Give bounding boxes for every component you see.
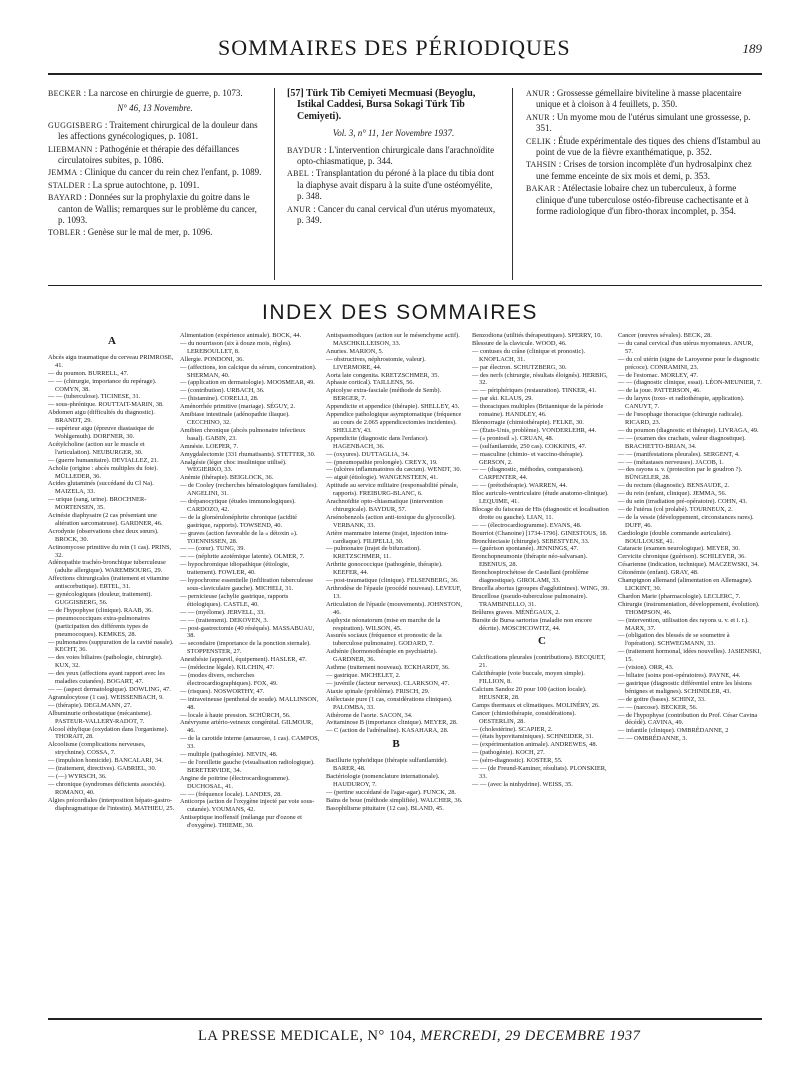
index-entry: — de l'utérus (col prolabé). TOURNEUX, 2. [618,505,733,513]
sommaire-entry: BAKAR : Atélectasie lobaire chez un tuberculeux, à forme clinique d'une tuberculose ostéo-fibreuse cachectisante et à forme radiologique d'un fibro-thorax incomplet, p. 354. [526,183,749,217]
index-entry: Algies précordiales (interposition hépato-gastro-diaphragmatique de l'intestin). MATHIEU, 25. [48,796,175,812]
index-entry: Arsénobenzols (action anti-toxique du glycocolle). VERBANK, 33. [326,513,456,529]
index-entry: Abdomen aigu (difficultés du diagnostic). BRANDT, 29. [48,409,155,425]
index-letter-heading: B [392,738,400,751]
index-entry: — — (diagnostic, méthodes, comparaison). CARPENTER, 44. [472,466,584,482]
index-entry: — — (prétothérapie). WARREN, 44. [472,482,568,490]
index-entry: Anévrysme artério-veineux congénital. GILMOUR, 46. [180,719,313,735]
index-entry: Aphasie cortical). TAILLENS, 56. [326,379,415,387]
index-entry: — urique (sang, urine). BROCHNER-MORTENSEN, 35. [48,496,147,512]
index-entry: — de la glomérulonéphrite chronique (acidité gastrique, rapports). TOWSEND, 40. [180,513,297,529]
index-entry: — — (diagnostic clinique, essai). LÉON-MEUNIER, 7. [618,379,762,387]
index-entry: — (ulcères inflammatoires du cæcum). WENDT, 30. [326,466,462,474]
index-entry: — (thérapie). DEGLMANN, 27. [48,701,132,709]
index-entry: — des rayons u. v. (protection par le goudron ?). BÜNGELER, 28. [618,466,743,482]
index-entry: Abcès aigu traumatique du cerveau PRIMROSE, 41. [48,353,174,369]
index-entry: — intraveineuse (penthotal de soude). MALLINSON, 48. [180,695,319,711]
index-entry: Bains de boue (méthode simplifiée). WALCHER, 36. [326,796,463,804]
index-entry: Cardiologie (double commande auriculaire). BOULLOUSE, 41. [618,529,732,545]
index-letter-heading: C [538,635,546,648]
index-entry: — hypochromique idiopathique (étiologie, traitement). FOWLER, 40. [180,561,290,577]
index-entry: Atélectasie pure (1 cas, considérations cliniques). PALOMBA, 33. [326,695,453,711]
index-entry: Anticorps (action de l'oxygène injecté par voie sous-cutanée). YOUMANS, 42. [180,798,315,814]
index-entry: — thoraciques multiples (Britannique de la période romaine). HANDLEY, 46. [472,403,604,419]
index-entry: — du nourrisson (six à douze mois, règles). LEREBOULLET, 8. [180,339,292,355]
index-entry: Bronchospirochétose de Castellani (problème diagnostique). GIROLAMI, 33. [472,569,589,585]
index-entry: — C (action de l'adrénaline). KASAHARA, 28. [326,727,449,735]
index-entry: — supérieur aigu (épreuve diastasique de Wohlgemuth). DORFNER, 30. [48,425,154,440]
index-entry: — secondaire (importance de la ponction sternale). STOPPENSTER, 27. [180,640,311,656]
index-entry: — — (néphrite azotémique latente). OLMER, 7. [180,553,305,561]
index-entry: — du rein (enfant, clinique). JEMMA, 56. [618,490,727,498]
index-entry: — (guérison spontanée). JENNINGS, 47. [472,545,579,553]
sommaire-entry: JEMMA : Clinique du cancer du rein chez l'enfant, p. 1089. [48,167,262,178]
index-entry: — (cholestérine). SCAPIER, 2. [472,725,553,733]
index-entry: Acinésie diaphysaire (2 cas présentant une altération sarcomateuse). GARDNER, 46. [48,512,163,527]
index-entry: Amygdalectomie (331 rhumatisants). STETTER, 30. [180,450,316,458]
index-entry: Cervicite chronique (guérison). SCHILEYER, 36. [618,553,746,561]
index-entry: — (obligation des blessés de se soumettre à l'opération). SCHWEGMANN, 33. [618,632,730,648]
index-entry: — juvénile (facteur nerveux). CLARKSON, 47. [326,679,450,687]
index-entry: Bronchiectasie (chirurgie). SEBESTYEN, 33. [472,537,590,545]
index-entry: — chronique (syndromes déficients associés). ROMANO, 40. [48,780,166,796]
index-entry: Brucellose (pseudo-tuberculose pulmonaire). TRAMBINELLO, 31. [472,592,588,608]
index-entry: Calcifications pleurales (contributions). BECQUET, 21. [472,654,606,670]
index-entry: Alimentation (expérience animale). BOCK, 44. [180,332,302,339]
index-entry: Acétylcholine (action sur le muscle et l'articulation). NEUBURGER, 30. [48,440,145,456]
index-entry: Cétonémie (enfant). GRAY, 48. [618,569,699,577]
sommaires-column-1 [48,88,262,240]
index-entry: — de la vessie (développement, circonstances rares). DUFF, 46. [618,513,754,529]
index-entry: Aménorrhée primitive (mariage). SÉGUY, 2. [180,403,296,411]
index-entry: — — (aspect dermatologique). DOWLING, 47. [48,685,171,693]
index-entry: — (traitement hormonal, idées nouvelles). JASIENSKI, 15. [618,648,762,664]
index-entry: — (sulfanilamide, 250 cas). COKKINIS, 47. [472,442,587,450]
index-entry: — — (chirurgie, importance du repérage). COMYN, 38. [48,377,157,393]
index-entry: Acides glutaminés (succédané du Cl Na). MAIZELA, 33. [48,480,154,496]
index-entry: Amibien chronique (abcès pulmonaire infectieux basal). GABIN, 23. [180,426,306,442]
index-entry: — du larynx (toxo- et radiothérapie, application). CANUYT, 7. [618,395,745,411]
sommaire-entry: CELIK : Étude expérimentale des tiques des chiens d'Istambul au point de vue de la fièvre exanthématique, p. 352. [526,135,761,158]
index-entry: — — (narcose). BECKER, 56. [618,703,698,711]
index-entry: — (risques). NOSWORTHY, 47. [180,687,265,695]
sommaire-entry: ABEL : Transplantation du péroné à la place du tibia dont la diaphyse avait disparu à la suite d'une ostéomyélite, p. 348. [287,168,495,202]
index-entry: Arthrite gonococcique (pathogénie, thérapie). KEEFER, 44. [326,561,443,577]
index-entry: — (médecine légale). KILCHIN, 47. [180,664,275,672]
index-entry: — de la joue. PATTERSON, 46. [618,387,701,395]
index-entry: — de Cooley (recherches hématologiques familiales). ANGELINI, 31. [180,482,318,498]
index-entry: Césarienne (indication, technique). MACZEWSKI, 34. [618,561,759,569]
index-entry: Antiseptique inoffensif (mélange pur d'ozone et d'oxygène). THIEME, 30. [180,814,302,830]
index-entry: — post-traumatique (clinique). FELSENBERG, 36. [326,577,459,585]
index-entry: — pernicieuse (achylie gastrique, rapports étiologiques). CASTLE, 40. [180,592,289,608]
index-entry: Benzodiona (utilités thérapeutiques). SPERRY, 10. [472,332,602,339]
index-entry: Arthrodèse de l'épaule (procédé nouveau). LEVEUF, 13. [326,585,462,600]
sommaires-column-2 [287,88,500,227]
index-entry: — de l'hypophyse (contribution du Prof. César Cavina décédé). CAVINA, 49. [618,711,758,727]
issue-date: N° 46, 13 Novembre. [117,103,193,114]
index-entry: — (états hypovitaminiques). SCHNEIDER, 31. [472,733,594,741]
index-entry: Camps thermaux et climatiques. MOLINÉRY, 26. [472,701,600,709]
index-entry: — (guerre humanitaire). DEVIALLEZ, 21. [48,456,159,464]
index-entry: Actinomycose primitive du rein (1 cas). PRINS, 32. [48,543,172,559]
index-entry: Chardon Marie (pharmacologie). LECLERC, 7. [618,592,741,600]
index-entry: Antispasmodiques (action sur le mésenchyme actif). MASCHKILLEISON, 33. [326,332,460,347]
index-entry: — — (métastases nerveuses). JACOB, 1. [618,458,724,466]
index-entry: — — (de Freund-Kaminer, résultats). PLONSKIER, 33. [472,765,607,780]
index-entry: Bursite de Bursa sartorius (maladie non encore décrite). MOSCHCOWITZ, 44. [472,616,592,632]
sommaire-entry: ANUR : Un myome mou de l'utérus simulant une grossesse, p. 351. [526,111,751,134]
index-letter-heading: A [108,335,116,347]
sommaire-entry: BECKER : La narcose en chirurgie de guerre, p. 1073. [48,88,243,98]
index-entry: — (application en dermatologie). MOOSMEAR, 49. [180,379,315,387]
sommaire-entry: ANUR : Grossesse gémellaire biviteline à masse placentaire unique et à cloison à 4 feuillets, p. 350. [526,88,742,110]
footer-journal: LA PRESSE MEDICALE, N° 104, [198,1028,417,1044]
index-entry: — sous-phrénique. ROUTTAIT-MARIN, 38. [48,401,164,409]
index-entry: Avitaminose B (importance clinique). MEYER, 28. [326,719,458,727]
index-entry: — gynécologiques (douleur, traitement). GUGGISBERG, 56. [48,591,152,606]
index-entry: Anesthésie (appareil, équipement). HASLER, 47. [180,656,307,664]
index-entry: — contuses du crâne (clinique et pronostic). KNOFLACH, 31. [472,347,586,363]
index-entry: Brûlures graves. MÉNÉGAUX, 2. [472,608,561,616]
index-entry: Cataracte (examen neurologique). MEYER, 30. [618,545,740,553]
index-entry: — de l'hypophyse (clinique). RAAB, 36. [48,606,153,614]
index-entry: Agranulocytose (1 cas). WEISSENBACH, 9. [48,693,164,701]
index-entry: — (vision). ORR, 43. [618,664,674,672]
index-column-3 [326,332,466,812]
footer-date: MERCREDI, 29 DECEMBRE 1937 [420,1028,641,1044]
index-entry: Alcoolisme (complications nerveuses, strychnine). COSSA, 7. [48,741,146,757]
index-entry: Artère mammaire interne (trajet, injection intra-cardiaque). FILIPELLI, 30. [326,529,449,545]
index-entry: Bronchopneumonie (thérapie néo-salvarsan). EBENIUS, 28. [472,553,588,569]
index-entry: Cancer (chimiothérapie, considérations). OESTERLIN, 28. [472,709,576,725]
index-entry: Aorta late congenita. KRETZSCHMER, 35. [326,371,440,379]
index-entry: Bloc auriculo-ventriculaire (étude anatomo-clinique). LEQUIME, 41. [472,490,609,506]
index-entry: — — (fréquence locale). LANDES, 28. [180,790,282,798]
index-entry: Angine de poitrine (électrocardiogramme). DUCHOSAL, 41. [180,774,290,790]
index-entry: Cancer (œuvres sévales). BECK, 28. [618,332,712,339]
page-number: 189 [742,41,762,56]
index-entry: — (« prontosil »). CRUAN, 48. [472,434,554,442]
index-entry: — — (avec la ninhydrine). WEISS, 35. [472,780,573,788]
index-entry: — masculine (chimio- et vaccino-thérapie). GERSON, 2. [472,450,584,466]
index-column-5 [618,332,762,743]
index-entry: — locale à haute pression. SCHÜRCH, 56. [180,711,291,719]
index-entry: — du sein (irradiation pré-opératoire). COHN, 43. [618,498,748,506]
index-entry: Arachnoïdite opto-chiasmatique (intervention chirurgicale). BAYDUR, 57. [326,498,443,513]
index-entry: — — OMBRÉDANNE, 3. [618,735,688,743]
index-entry: — gastrique (diagnostic différentiel entre les lésions bénignes et malignes). SCHINDLER, 43. [618,679,752,695]
sommaire-entry: STALDER : La sprue autochtone, p. 1091. [48,179,200,190]
index-entry: — par électron. SCHUTZBERG, 30. [472,363,567,371]
index-entry: Chirurgie (instrumentation, développement, évolution). THOMPSON, 46. [618,600,760,616]
index-entry: — (séro-diagnostic). KOSTER, 55. [472,757,563,765]
periodical-heading: [57] Türk Tib Cemiyeti Mecmuasi (Beyoglu, Istikal Caddesi, Bursa Sokagi Türk Tib Cemiyeti). [287,88,476,122]
index-entry: — du poumon (diagnostic et thérapie). LIVRAGA, 49. [618,426,759,434]
index-entry: — (pneumopathie prolongée). CREYX, 19. [326,458,438,466]
index-entry: — — périphériques (restauration). TINKER, 41. [472,387,597,395]
index-entry: Adénopathie trachéo-bronchique tuberculeuse (adulte allergique). WAREMBOURG, 29. [48,559,166,575]
index-entry: Asphyxie néonatorum (mise en marche de la respiration). WILSON, 45. [326,616,441,632]
index-entry: — post-gastrectomie (40 réséqués). MASSABUAU, 38. [180,624,315,640]
index-entry: Blennorragie (chimiothérapie). FELKE, 30. [472,418,584,426]
index-entry: — — (traitement). DEKOVEN, 3. [180,616,269,624]
index-entry: — des voies biliaires (pathologie, chirurgie). KUX, 32. [48,654,163,670]
index-entry: — (impulsion homicide). BANCALARI, 34. [48,757,163,765]
sommaires-column-3 [526,88,762,218]
index-entry: — (expérimentation animale). ANDREWES, 48. [472,741,598,749]
index-entry: — pneumococciques extra-pulmonaires (participation des différents types de pneumocoques). KEMKES, 28. [48,614,150,638]
index-column-1 [48,332,176,812]
page-title: SOMMAIRES DES PÉRIODIQUES [218,35,571,60]
index-entry: — de goitre (bases). SCHINZ, 33. [618,695,706,703]
index-entry: — (intervention, utilisation des rayons u. v. et i. r.). MARX, 37. [618,616,749,632]
index-entry: — multiple (pathogénie). NEVIN, 48. [180,751,278,759]
index-entry: Assurés sociaux (fréquence et pronostic de la tuberculose pulmonaire). GODARD, 7. [326,632,442,648]
index-entry: — — (cœur). TUNG, 39. [180,545,246,553]
index-entry: Bacillurie typhoïdique (thérapie sulfanilamide). BARER, 48. [326,757,448,773]
index-entry: — (modes divers, recherches électrocardiographiques). FOX, 49. [180,671,278,687]
index-entry: — du poumon. BURRELL, 47. [48,369,129,377]
index-entry: Bactériologie (nomenclature internationale). HAUDUROY, 7. [326,772,440,788]
index-entry: Appendicite et appendice (thérapie). SHELLEY, 43. [326,403,460,411]
sommaire-entry: BAYDUR : L'intervention chirurgicale dans l'arachnoïdite opto-chiasmatique, p. 344. [287,144,495,167]
index-entry: Blessure de la clavicule. WOOD, 46. [472,339,567,347]
index-entry: Appendicite (diagnostic dans l'enfance). HAGENBACH, 36. [326,434,429,450]
index-entry: Calcithérapie (voie buccale, moyen simple). FILLION, 8. [472,670,585,686]
index-entry: Aptitude au service militaire (responsabilité pénale, rapports). FREIBURG-BLANC, 6. [326,482,459,498]
index-entry: Apicolyse extra-fasciale (méthode de Semb). BERGER, 7. [326,387,442,403]
footer-rule [48,1018,762,1020]
index-entry: — (histamine). CORELLI, 28. [180,395,259,403]
index-entry: — (traitement, directives). GABRIEL, 30. [48,765,157,773]
index-entry: — gastrique. MICHELET, 2. [326,671,401,679]
index-entry: — obstructives, néphrostomie, valeur). LIVERMORE, 44. [326,355,426,371]
index-entry: — (oxyures). DUTTAGLIA, 34. [326,450,410,458]
index-entry: Bourriot (Chanoine) [1734-1796]. GINESTOUS, 18. [472,529,608,537]
issue-date: Vol. 3, n° 11, 1er Novembre 1937. [332,128,455,139]
index-entry: Ataxie spinale (problème). FRISCH, 29. [326,687,430,695]
index-entry: Acrodynie (observations chez deux sœurs). BROCK, 30. [48,527,159,543]
index-entry: — des nerfs (chirurgie, résultats éloignés). HERBIG, 32. [472,371,608,387]
index-entry: Articulation de l'épaule (mouvements). JOHNSTON, 46. [326,600,462,616]
column-divider [512,88,513,280]
index-entry: — hypochrome essentielle (infiltration tuberculeuse sous-claviculaire gauche). MICHELI, 31. [180,577,314,592]
index-entry: — (pathogénie). KOCH, 27. [472,749,545,757]
index-entry: — par ski. KLAUS, 29. [472,395,533,403]
index-entry: Albuminurie orthostatique (mécanisme). PASTEUR-VALLERY-RADOT, 7. [48,709,152,725]
index-entry: — aiguë (étiologie). WANGENSTEEN, 41. [326,474,438,482]
header-rule [48,73,762,75]
index-entry: Acholie (origine : abcès multiples du foie). MÜLLEDER, 36. [48,464,158,480]
index-entry: Asthme (traitement nouveau). ECKHARDT, 36. [326,664,450,672]
sommaire-entry: GUGGISBERG : Traitement chirurgical de la douleur dans les affections gynécologiques, p. 1081. [48,119,258,142]
index-entry: — des yeux (affections ayant rapport avec les maladies cutanées). BOGART, 47. [48,670,165,686]
index-column-4 [472,332,612,789]
index-entry: Brucella abortus (groupes d'agglutinines). WING, 39. [472,585,609,592]
index-entry: Anuries. MARION, 5. [326,347,384,355]
index-entry: Analgésie (léger choc insulinique utilisé). WEGIERKO, 33. [180,458,287,474]
index-entry: Champignon allemand (alimentation en Allemagne). LICKINT, 30. [618,577,753,592]
index-entry: — du rectum (diagnostic). BENSAUDE, 2. [618,482,730,490]
index-entry: — — (myélome). JERVELL, 33. [180,608,265,616]
index-entry: — — (manifestations pleurales). SERGENT, 4. [618,450,740,458]
sommaires-rule [48,285,762,286]
index-entry: — biliaire (soins post-opératoires). PAYNE, 44. [618,671,741,679]
running-header [48,35,762,65]
index-entry: Amibiase intestinale (adénopathie iliaque). CECCHINO, 32. [180,411,290,426]
index-entry: — infantile (clinique). OMBRÉDANNE, 2 [618,727,729,735]
index-title: INDEX DES SOMMAIRES [262,301,538,324]
index-entry: Alcool éthylique (oxydation dans l'organisme). THORAIT, 28. [48,725,169,741]
index-entry: Amnésie. LOEPER, 7. [180,442,239,450]
index-entry: — pulmonaire (trajet de bifurcation). KRETZSCHMER, 11. [326,545,421,561]
index-entry: — — (examen des crachats, valeur diagnostique). BRACHETTO-BRIAN, 34. [618,434,746,450]
sommaire-entry: ANUR : Cancer du canal cervical d'un utérus myomateux, p. 349. [287,203,496,226]
index-entry: — (contribution). URBACH, 36. [180,387,265,395]
index-entry: Calcium Sandoz 20 pour 100 (action locale). HEUSNER, 28. [472,685,587,701]
column-divider [274,88,275,280]
index-entry: Blocage du faisceau de His (diagnostic et localisation droite ou gauche). LIAN, 11. [472,505,609,521]
index-entry: — (États-Unis, problème). VONDERLEHR, 44. [472,426,597,434]
index-entry: — — (tuberculose). TICINESE, 31. [48,393,141,401]
index-entry: — (affections, ion calcique du sérum, concentration). SHERMAN, 40. [180,363,317,379]
index-entry: — de l'estomac. MORLEY, 47. [618,371,699,379]
index-entry: Athérome de l'aorte. SACON, 34. [326,711,413,719]
index-entry: Basophilisme pituitaire (12 cas). BLAND, 45. [326,804,444,812]
index-entry: — graves (action favorable de la « détoxin »). TOENNISSEN, 28. [180,529,298,545]
index-entry: — (pertine succédané de l'agar-agar). FUNCK, 28. [326,788,457,796]
index-entry: — de l'oreillette gauche (visualisation radiologique). BERETERVIDE, 34. [180,758,315,774]
index-entry: — du canal cervical d'un utérus myomateux. ANUR, 57. [618,339,754,355]
index-entry: — de la carotide interne (amaurose, 1 cas). CAMPOS, 33. [180,735,320,751]
sommaire-entry: TAHSIN : Crises de torsion incomplète d'un hydrosalpinx chez une femme enceinte de six mois et demi, p. 353. [526,159,752,181]
sommaire-entry: TOBLER : Genèse sur le mal de mer, p. 1096. [48,227,213,238]
index-entry: — de l'œsophage thoracique (chirurgie radicale). RICARD, 23. [618,411,743,426]
index-entry: Asthénie (hormonothérapie en psychiatrie). GARDNER, 36. [326,648,438,664]
index-entry: Allergie. PONDONI, 36. [180,355,244,363]
index-entry: Anémie (thérapie). BEIGLOCK, 36. [180,474,274,482]
index-entry: — pulmonaires (suppuration de la cavité nasale). KECHT, 36. [48,638,174,654]
index-entry: — (—) WYRSCH, 36. [48,772,107,780]
sommaire-entry: LIEBMANN : Pathogénie et thérapie des défaillances circulatoires subites, p. 1086. [48,143,240,166]
index-entry: — du col utérin (signe de Laroyenne pour le diagnostic précoce). CONRAMINI, 23. [618,355,760,371]
footer [198,1028,640,1045]
index-entry: — drépanocytique (études immunologiques). CARDOZO, 42. [180,498,296,513]
sommaire-entry: BAYARD : Données sur la prophylaxie du goitre dans le canton de Wallis; remarques sur le problème du cancer, p. 1093. [48,192,257,226]
index-column-2 [180,332,320,830]
index-entry: — — (électrocardiogramme). EVANS, 48. [472,521,582,529]
index-entry: Affections chirurgicales (traitement et vitamine antiscorbutique). ERTEL, 31. [48,575,170,591]
index-entry: Appendice pathologique asymptomatique (fréquence au cours de 2.065 appendicectomies incidentes). SHELLEY, 43. [326,411,462,434]
